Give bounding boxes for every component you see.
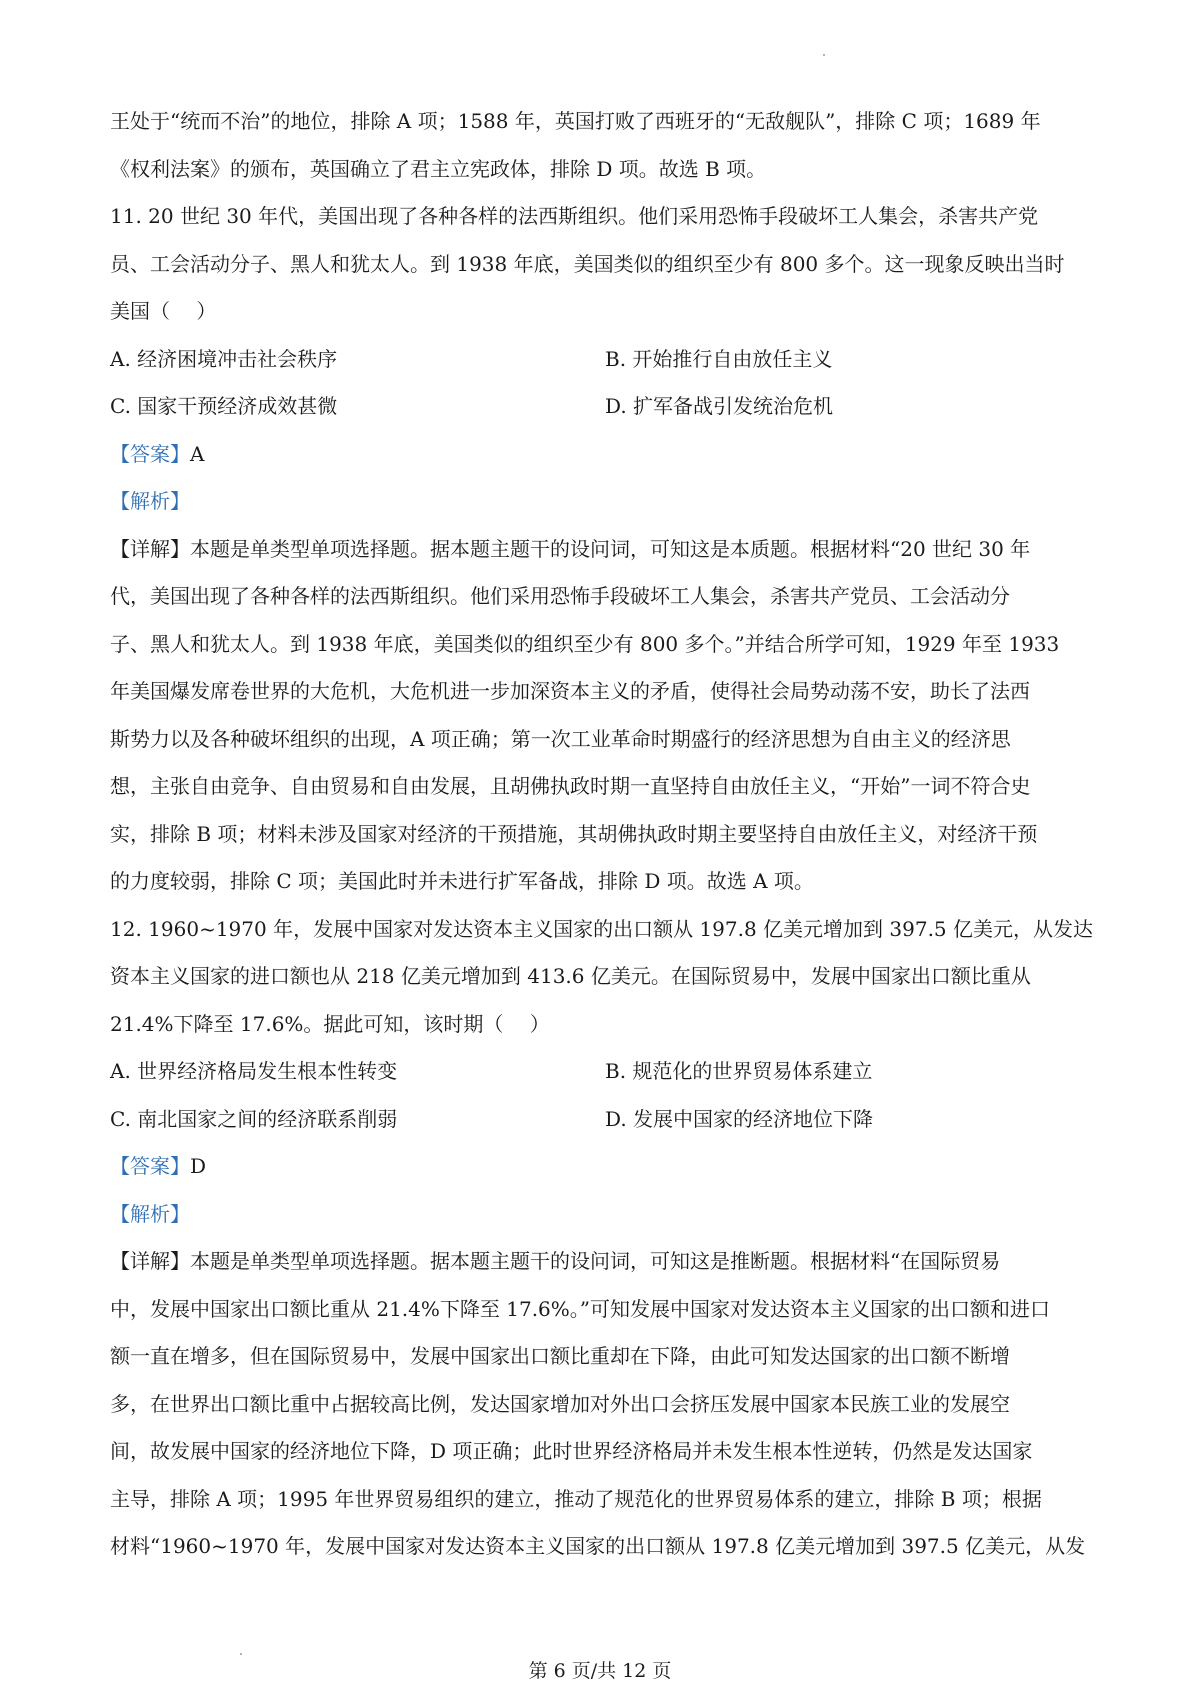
question-stem-line: 美国（ ） [110, 299, 217, 323]
detail-line: 代，美国出现了各种各样的法西斯组织。他们采用恐怖手段破坏工人集会，杀害共产党员、工会活动分 [110, 584, 1010, 608]
answer-line [110, 431, 1100, 479]
question-stem-line: 11. 20 世纪 30 年代，美国出现了各种各样的法西斯组织。他们采用恐怖手段破坏工人集会，杀害共产党 [110, 204, 1039, 228]
detail-line: 主导，排除 A 项；1995 年世界贸易组织的建立，推动了规范化的世界贸易体系的建立，排除 B 项；根据 [110, 1486, 1042, 1511]
detail-line: 年美国爆发席卷世界的大危机，大危机进一步加深资本主义的矛盾，使得社会局势动荡不安，助长了法西 [110, 679, 1030, 703]
answer-tag: 【答案】 [110, 1154, 190, 1178]
option-c: C. 国家干预经济成效甚微 [110, 394, 338, 418]
detail-line: 实，排除 B 项；材料未涉及国家对经济的干预措施，其胡佛执政时期主要坚持自由放任主义，对经济干预 [110, 821, 1038, 846]
detail-tag: 【详解】 [110, 1249, 190, 1273]
scan-dot [240, 1653, 242, 1655]
analysis-tag: 【解析】 [110, 489, 190, 513]
page-content [110, 98, 1100, 1571]
detail-tag: 【详解】 [110, 536, 190, 561]
analysis-line [110, 1191, 1100, 1239]
scan-dot [823, 54, 825, 56]
detail-line: 的力度较弱，排除 C 项；美国此时并未进行扩军备战，排除 D 项。故选 A 项。 [110, 869, 814, 893]
detail-text: 本题是单类型单项选择题。据本题主题干的设问词，可知这是推断题。根据材料“在国际贸易 [190, 1249, 1001, 1273]
answer-line [110, 1143, 1100, 1191]
option-c: C. 南北国家之间的经济联系削弱 [110, 1106, 398, 1131]
option-d: D. 扩军备战引发统治危机 [605, 394, 834, 418]
detail-text: 本题是单类型单项选择题。据本题主题干的设问词，可知这是本质题。根据材料“20 世纪 30 年 [190, 536, 1031, 561]
answer-tag: 【答案】 [110, 441, 190, 466]
options-row [110, 1048, 1100, 1096]
options-row [110, 383, 1100, 431]
detail-line: 想，主张自由竞争、自由贸易和自由发展，且胡佛执政时期一直坚持自由放任主义，“开始”一词不符合史 [110, 774, 1031, 798]
question-stem-line: 12. 1960~1970 年，发展中国家对发达资本主义国家的出口额从 197.8 亿美元增加到 397.5 亿美元，从发达 [110, 916, 1094, 941]
detail-line: 多，在世界出口额比重中占据较高比例，发达国家增加对外出口会挤压发展中国家本民族工业的发展空 [110, 1391, 1010, 1416]
options-row [110, 336, 1100, 384]
detail-line: 斯势力以及各种破坏组织的出现，A 项正确；第一次工业革命时期盛行的经济思想为自由主义的经济思 [110, 726, 1011, 751]
detail-line: 间，故发展中国家的经济地位下降，D 项正确；此时世界经济格局并未发生根本性逆转，仍然是发达国家 [110, 1439, 1033, 1463]
detail-line: 子、黑人和犹太人。到 1938 年底，美国类似的组织至少有 800 多个。”并结合所学可知，1929 年至 1933 [110, 631, 1060, 656]
question-12 [110, 906, 1100, 1571]
question-stem-line: 21.4%下降至 17.6%。据此可知，该时期（ ） [110, 1011, 550, 1036]
analysis-line [110, 478, 1100, 526]
option-b: B. 规范化的世界贸易体系建立 [605, 1059, 873, 1083]
option-a: A. 经济困境冲击社会秩序 [110, 346, 338, 371]
intro-line: 王处于“统而不治”的地位，排除 A 项；1588 年，英国打败了西班牙的“无敌舰队”，排除 C 项；1689 年 [110, 109, 1041, 133]
detail-line: 材料“1960~1970 年，发展中国家对发达资本主义国家的出口额从 197.8 亿美元增加到 397.5 亿美元，从发 [110, 1534, 1086, 1558]
option-a: A. 世界经济格局发生根本性转变 [110, 1059, 398, 1083]
answer-value: D [190, 1154, 207, 1178]
page-number: 第 6 页/共 12 页 [528, 1660, 672, 1682]
option-b: B. 开始推行自由放任主义 [605, 346, 833, 371]
question-stem-line: 员、工会活动分子、黑人和犹太人。到 1938 年底，美国类似的组织至少有 800 多个。这一现象反映出当时 [110, 251, 1065, 276]
option-d: D. 发展中国家的经济地位下降 [605, 1106, 874, 1131]
question-stem-line: 资本主义国家的进口额也从 218 亿美元增加到 413.6 亿美元。在国际贸易中，发展中国家出口额比重从 [110, 964, 1031, 988]
detail-line: 额一直在增多，但在国际贸易中，发展中国家出口额比重却在下降，由此可知发达国家的出口额不断增 [110, 1344, 1010, 1368]
analysis-tag: 【解析】 [110, 1201, 190, 1226]
intro-line: 《权利法案》的颁布，英国确立了君主立宪政体，排除 D 项。故选 B 项。 [110, 156, 767, 181]
detail-line [110, 526, 1100, 574]
options-row [110, 1096, 1100, 1144]
detail-line [110, 1238, 1100, 1286]
answer-value: A [190, 441, 205, 466]
detail-line: 中，发展中国家出口额比重从 21.4%下降至 17.6%。”可知发展中国家对发达资本主义国家的出口额和进口 [110, 1296, 1051, 1321]
question-11 [110, 193, 1100, 906]
